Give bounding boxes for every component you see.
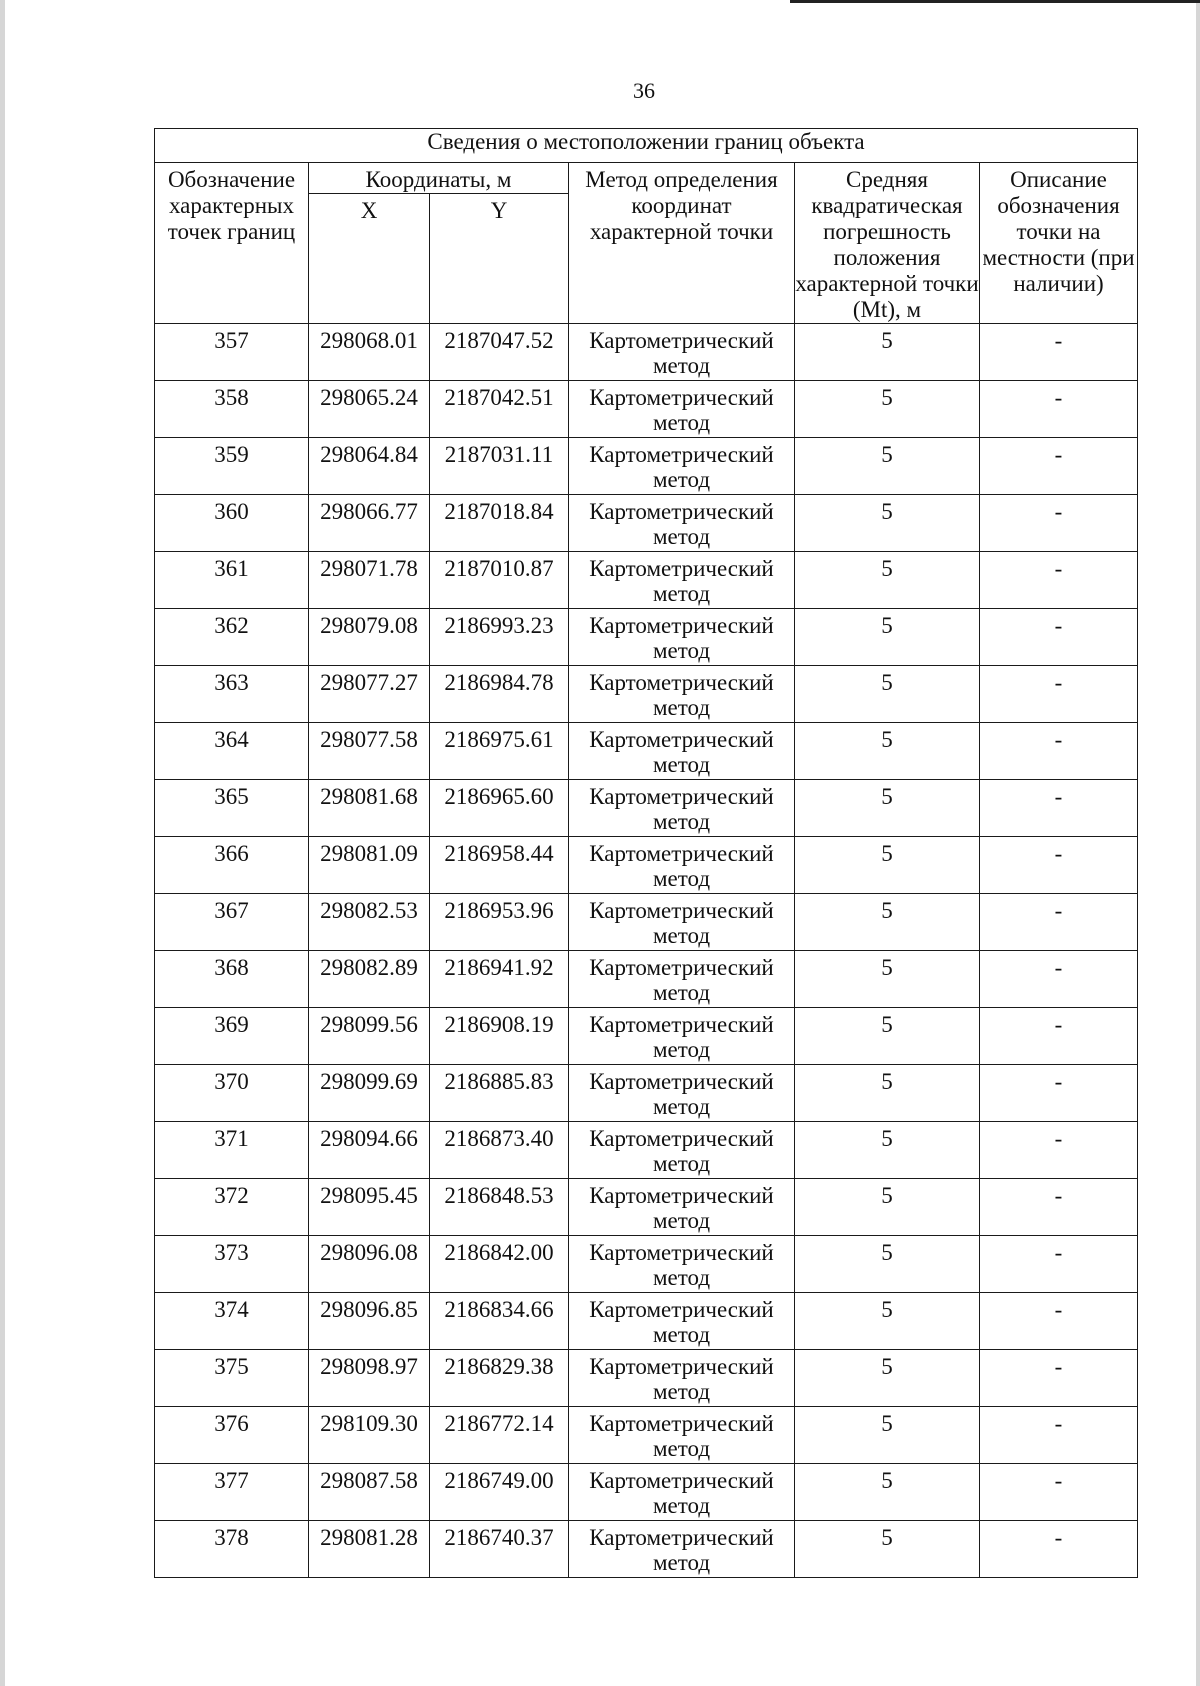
- cell-y: 2186885.83: [430, 1065, 569, 1122]
- cell-method: Картометрический метод: [569, 1236, 795, 1293]
- cell-point: 378: [155, 1521, 309, 1578]
- cell-x: 298096.85: [309, 1293, 430, 1350]
- table-row: [155, 1521, 1138, 1578]
- table-row: [155, 1179, 1138, 1236]
- cell-accuracy: 5: [795, 1407, 980, 1464]
- cell-y: 2186749.00: [430, 1464, 569, 1521]
- cell-y: 2187042.51: [430, 381, 569, 438]
- table-row: [155, 1008, 1138, 1065]
- cell-accuracy: 5: [795, 837, 980, 894]
- table-row: [155, 780, 1138, 837]
- table-row: [155, 495, 1138, 552]
- cell-point: 368: [155, 951, 309, 1008]
- table-row: [155, 1122, 1138, 1179]
- cell-x: 298094.66: [309, 1122, 430, 1179]
- cell-x: 298077.27: [309, 666, 430, 723]
- table-row: [155, 723, 1138, 780]
- cell-accuracy: 5: [795, 1122, 980, 1179]
- cell-point: 372: [155, 1179, 309, 1236]
- table-row: [155, 666, 1138, 723]
- cell-description: -: [980, 1008, 1138, 1065]
- cell-description: -: [980, 951, 1138, 1008]
- cell-x: 298079.08: [309, 609, 430, 666]
- cell-point: 363: [155, 666, 309, 723]
- cell-x: 298066.77: [309, 495, 430, 552]
- cell-x: 298064.84: [309, 438, 430, 495]
- scan-right-edge: [1196, 0, 1200, 1686]
- cell-point: 373: [155, 1236, 309, 1293]
- cell-point: 359: [155, 438, 309, 495]
- cell-point: 377: [155, 1464, 309, 1521]
- boundary-coordinates-table: [154, 128, 1138, 1578]
- cell-method: Картометрический метод: [569, 495, 795, 552]
- cell-description: -: [980, 837, 1138, 894]
- cell-x: 298081.68: [309, 780, 430, 837]
- cell-accuracy: 5: [795, 1350, 980, 1407]
- cell-method: Картометрический метод: [569, 837, 795, 894]
- cell-description: -: [980, 381, 1138, 438]
- cell-x: 298082.53: [309, 894, 430, 951]
- table-row: [155, 1236, 1138, 1293]
- cell-y: 2186829.38: [430, 1350, 569, 1407]
- header-accuracy: Средняя квадратическая погрешность положения характерной точки (Mt), м: [795, 163, 980, 324]
- table-row: [155, 381, 1138, 438]
- page-number: 36: [633, 78, 655, 103]
- cell-point: 369: [155, 1008, 309, 1065]
- table-row: [155, 552, 1138, 609]
- cell-description: -: [980, 1350, 1138, 1407]
- cell-description: -: [980, 552, 1138, 609]
- cell-x: 298087.58: [309, 1464, 430, 1521]
- header-description: Описание обозначения точки на местности (при наличии): [980, 163, 1138, 324]
- cell-y: 2186984.78: [430, 666, 569, 723]
- cell-description: -: [980, 1293, 1138, 1350]
- cell-x: 298077.58: [309, 723, 430, 780]
- cell-point: 376: [155, 1407, 309, 1464]
- cell-x: 298068.01: [309, 324, 430, 381]
- cell-method: Картометрический метод: [569, 1464, 795, 1521]
- cell-method: Картометрический метод: [569, 1008, 795, 1065]
- cell-x: 298081.09: [309, 837, 430, 894]
- cell-y: 2186953.96: [430, 894, 569, 951]
- cell-point: 364: [155, 723, 309, 780]
- cell-method: Картометрический метод: [569, 1179, 795, 1236]
- cell-method: Картометрический метод: [569, 609, 795, 666]
- cell-y: 2186848.53: [430, 1179, 569, 1236]
- cell-accuracy: 5: [795, 381, 980, 438]
- cell-y: 2187047.52: [430, 324, 569, 381]
- table-row: [155, 1464, 1138, 1521]
- cell-x: 298109.30: [309, 1407, 430, 1464]
- cell-point: 370: [155, 1065, 309, 1122]
- cell-accuracy: 5: [795, 723, 980, 780]
- cell-description: -: [980, 1065, 1138, 1122]
- cell-accuracy: 5: [795, 1065, 980, 1122]
- cell-accuracy: 5: [795, 552, 980, 609]
- scan-left-edge: [0, 0, 5, 1686]
- cell-accuracy: 5: [795, 1293, 980, 1350]
- cell-y: 2186873.40: [430, 1122, 569, 1179]
- header-y: Y: [430, 194, 569, 324]
- cell-accuracy: 5: [795, 1236, 980, 1293]
- cell-point: 375: [155, 1350, 309, 1407]
- cell-point: 362: [155, 609, 309, 666]
- cell-y: 2186975.61: [430, 723, 569, 780]
- cell-y: 2186965.60: [430, 780, 569, 837]
- cell-x: 298096.08: [309, 1236, 430, 1293]
- cell-x: 298081.28: [309, 1521, 430, 1578]
- table-row: [155, 1407, 1138, 1464]
- cell-accuracy: 5: [795, 609, 980, 666]
- cell-method: Картометрический метод: [569, 324, 795, 381]
- cell-y: 2187010.87: [430, 552, 569, 609]
- cell-accuracy: 5: [795, 495, 980, 552]
- cell-accuracy: 5: [795, 951, 980, 1008]
- cell-y: 2186941.92: [430, 951, 569, 1008]
- cell-description: -: [980, 1236, 1138, 1293]
- table-header: [155, 129, 1138, 324]
- cell-description: -: [980, 1407, 1138, 1464]
- cell-x: 298071.78: [309, 552, 430, 609]
- cell-method: Картометрический метод: [569, 1350, 795, 1407]
- table-row: [155, 1293, 1138, 1350]
- cell-description: -: [980, 780, 1138, 837]
- cell-description: -: [980, 1179, 1138, 1236]
- cell-x: 298099.56: [309, 1008, 430, 1065]
- table-row: [155, 837, 1138, 894]
- cell-point: 357: [155, 324, 309, 381]
- cell-method: Картометрический метод: [569, 780, 795, 837]
- cell-method: Картометрический метод: [569, 381, 795, 438]
- cell-accuracy: 5: [795, 1464, 980, 1521]
- header-x: X: [309, 194, 430, 324]
- cell-method: Картометрический метод: [569, 1521, 795, 1578]
- cell-description: -: [980, 1521, 1138, 1578]
- cell-method: Картометрический метод: [569, 666, 795, 723]
- cell-accuracy: 5: [795, 894, 980, 951]
- cell-method: Картометрический метод: [569, 1293, 795, 1350]
- cell-accuracy: 5: [795, 438, 980, 495]
- cell-description: -: [980, 609, 1138, 666]
- cell-method: Картометрический метод: [569, 552, 795, 609]
- table-row: [155, 438, 1138, 495]
- cell-accuracy: 5: [795, 1521, 980, 1578]
- cell-description: -: [980, 1122, 1138, 1179]
- cell-point: 358: [155, 381, 309, 438]
- cell-y: 2187018.84: [430, 495, 569, 552]
- table-row: [155, 324, 1138, 381]
- table-row: [155, 1350, 1138, 1407]
- cell-y: 2186993.23: [430, 609, 569, 666]
- cell-description: -: [980, 1464, 1138, 1521]
- cell-description: -: [980, 438, 1138, 495]
- cell-description: -: [980, 324, 1138, 381]
- cell-x: 298099.69: [309, 1065, 430, 1122]
- cell-method: Картометрический метод: [569, 723, 795, 780]
- cell-point: 366: [155, 837, 309, 894]
- cell-x: 298065.24: [309, 381, 430, 438]
- cell-method: Картометрический метод: [569, 894, 795, 951]
- cell-y: 2186740.37: [430, 1521, 569, 1578]
- cell-y: 2186772.14: [430, 1407, 569, 1464]
- cell-accuracy: 5: [795, 666, 980, 723]
- table-caption: Сведения о местоположении границ объекта: [155, 129, 1138, 163]
- cell-y: 2186958.44: [430, 837, 569, 894]
- table-row: [155, 951, 1138, 1008]
- cell-description: -: [980, 894, 1138, 951]
- cell-point: 365: [155, 780, 309, 837]
- cell-method: Картометрический метод: [569, 1407, 795, 1464]
- cell-description: -: [980, 723, 1138, 780]
- cell-description: -: [980, 495, 1138, 552]
- cell-point: 374: [155, 1293, 309, 1350]
- table-row: [155, 609, 1138, 666]
- cell-point: 361: [155, 552, 309, 609]
- table-row: [155, 1065, 1138, 1122]
- header-method: Метод определения координат характерной точки: [569, 163, 795, 324]
- cell-method: Картометрический метод: [569, 438, 795, 495]
- cell-x: 298095.45: [309, 1179, 430, 1236]
- cell-point: 367: [155, 894, 309, 951]
- header-point-designation: Обозначение характерных точек границ: [155, 163, 309, 324]
- cell-accuracy: 5: [795, 1179, 980, 1236]
- cell-method: Картометрический метод: [569, 1122, 795, 1179]
- cell-y: 2186908.19: [430, 1008, 569, 1065]
- cell-accuracy: 5: [795, 780, 980, 837]
- cell-accuracy: 5: [795, 324, 980, 381]
- cell-y: 2186842.00: [430, 1236, 569, 1293]
- cell-method: Картометрический метод: [569, 1065, 795, 1122]
- cell-x: 298082.89: [309, 951, 430, 1008]
- top-rule: [790, 0, 1200, 3]
- cell-method: Картометрический метод: [569, 951, 795, 1008]
- cell-point: 371: [155, 1122, 309, 1179]
- table-row: [155, 894, 1138, 951]
- cell-y: 2187031.11: [430, 438, 569, 495]
- cell-x: 298098.97: [309, 1350, 430, 1407]
- cell-accuracy: 5: [795, 1008, 980, 1065]
- table-body: [155, 324, 1138, 1578]
- cell-y: 2186834.66: [430, 1293, 569, 1350]
- header-coordinates: Координаты, м: [309, 163, 569, 194]
- cell-description: -: [980, 666, 1138, 723]
- cell-point: 360: [155, 495, 309, 552]
